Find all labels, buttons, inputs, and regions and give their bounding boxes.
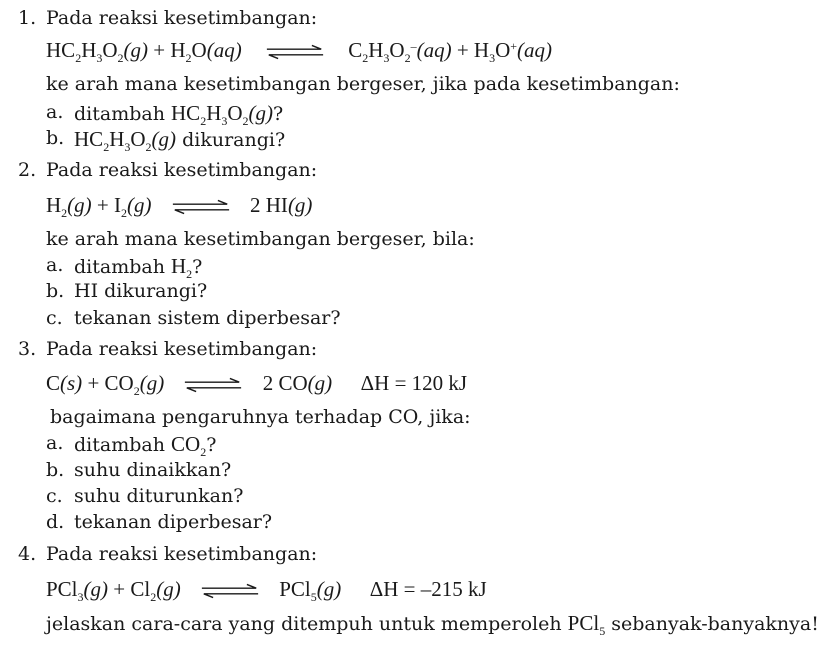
equilibrium-arrow <box>265 44 325 60</box>
equilibrium-arrow <box>183 377 243 393</box>
equilibrium-arrow <box>171 199 231 215</box>
question-2-prompt: ke arah mana kesetimbangan bergeser, bila: <box>46 228 475 250</box>
eq1-reactant-1: $HC_2H_3O_2(g)$ <box>46 38 149 65</box>
eq1-plus: + <box>153 38 166 62</box>
question-1-prompt: ke arah mana kesetimbangan bergeser, jika pada kesetimbangan: <box>46 73 680 95</box>
question-1-item-b-letter: b. <box>46 127 65 149</box>
question-3-item-c: suhu diturunkan? <box>74 485 244 507</box>
question-1-number: 1. <box>18 7 37 29</box>
question-4-equation: $PCl_3(g) + Cl_2(g)$ PCl$_5$(g) ΔH = –215 kJ <box>46 577 487 604</box>
eq3-product: 2 CO(g) <box>262 371 333 395</box>
question-2-item-c-letter: c. <box>46 307 63 329</box>
eq3-reactant-1: C(s) <box>46 371 83 395</box>
question-3-item-b: suhu dinaikkan? <box>74 459 232 481</box>
question-4-number: 4. <box>18 543 37 565</box>
q4-formula: PCl$_5$ <box>567 611 606 638</box>
eq4-reactant-1: PCl$_3$(g) <box>46 577 109 604</box>
eq4-product: PCl$_5$(g) <box>279 577 342 604</box>
question-1-equation <box>46 38 553 65</box>
question-1-item-a-letter: a. <box>46 101 64 123</box>
q1a-formula: $HC_2H_3O_2(g)$ <box>171 101 274 128</box>
question-3-item-d-letter: d. <box>46 511 65 533</box>
question-2-title: Pada reaksi kesetimbangan: <box>46 159 318 181</box>
eq3-reactant-2: $CO_2(g)$ <box>104 371 165 398</box>
q1b-formula: $HC_2H_3O_2(g)$ <box>74 127 177 154</box>
question-3-item-d: tekanan diperbesar? <box>74 511 273 533</box>
question-4-prompt: jelaskan cara-cara yang ditempuh untuk memperoleh PCl$_5$ sebanyak-banyaknya! <box>46 611 819 638</box>
question-2-item-b-letter: b. <box>46 280 65 302</box>
q2a-formula: $H_2$ <box>171 254 193 281</box>
question-4-title: Pada reaksi kesetimbangan: <box>46 543 318 565</box>
eq1-product-2: $H_3O^+(aq)$ <box>473 38 553 65</box>
eq4-reactant-2: $Cl_2(g)$ <box>130 577 181 604</box>
question-2-item-c: tekanan sistem diperbesar? <box>74 307 341 329</box>
question-3-item-c-letter: c. <box>46 485 63 507</box>
question-2-item-a: ditambah $H_2$? <box>74 254 203 281</box>
question-2-item-b: HI dikurangi? <box>74 280 208 302</box>
eq4-enthalpy: ΔH = –215 kJ <box>369 577 487 601</box>
question-3-title: Pada reaksi kesetimbangan: <box>46 338 318 360</box>
question-2-number: 2. <box>18 159 37 181</box>
question-1-item-b: $HC_2H_3O_2(g)$ dikurangi? <box>74 127 286 154</box>
question-3-item-a-letter: a. <box>46 432 64 454</box>
eq1-reactant-2: $H_2O(aq)$ <box>170 38 242 65</box>
eq2-product: 2 HI(g) <box>250 193 313 217</box>
question-3-item-b-letter: b. <box>46 459 65 481</box>
question-1-title: Pada reaksi kesetimbangan: <box>46 7 318 29</box>
question-1-item-a: ditambah $HC_2H_3O_2(g)$? <box>74 101 284 128</box>
eq2-reactant-2: $I_2(g)$ <box>114 193 152 220</box>
eq2-reactant-1: $H_2(g)$ <box>46 193 92 220</box>
q3a-formula: $CO_2$ <box>171 432 207 459</box>
eq3-enthalpy: ΔH = 120 kJ <box>360 371 468 395</box>
question-2-item-a-letter: a. <box>46 254 64 276</box>
equilibrium-arrow <box>200 583 260 599</box>
question-3-equation: $C(s) + CO_2(g)$ 2 CO(g) ΔH = 120 kJ <box>46 371 468 398</box>
question-3-prompt: bagaimana pengaruhnya terhadap CO, jika: <box>50 406 471 428</box>
question-3-item-a: ditambah $CO_2$? <box>74 432 217 459</box>
eq1-plus-2: + <box>456 38 469 62</box>
eq1-product-1: $C_2H_3O_2^-(aq)$ <box>348 38 452 65</box>
question-2-equation: $H_2(g) + I_2(g)$ 2 HI(g) <box>46 193 313 220</box>
question-3-number: 3. <box>18 338 37 360</box>
